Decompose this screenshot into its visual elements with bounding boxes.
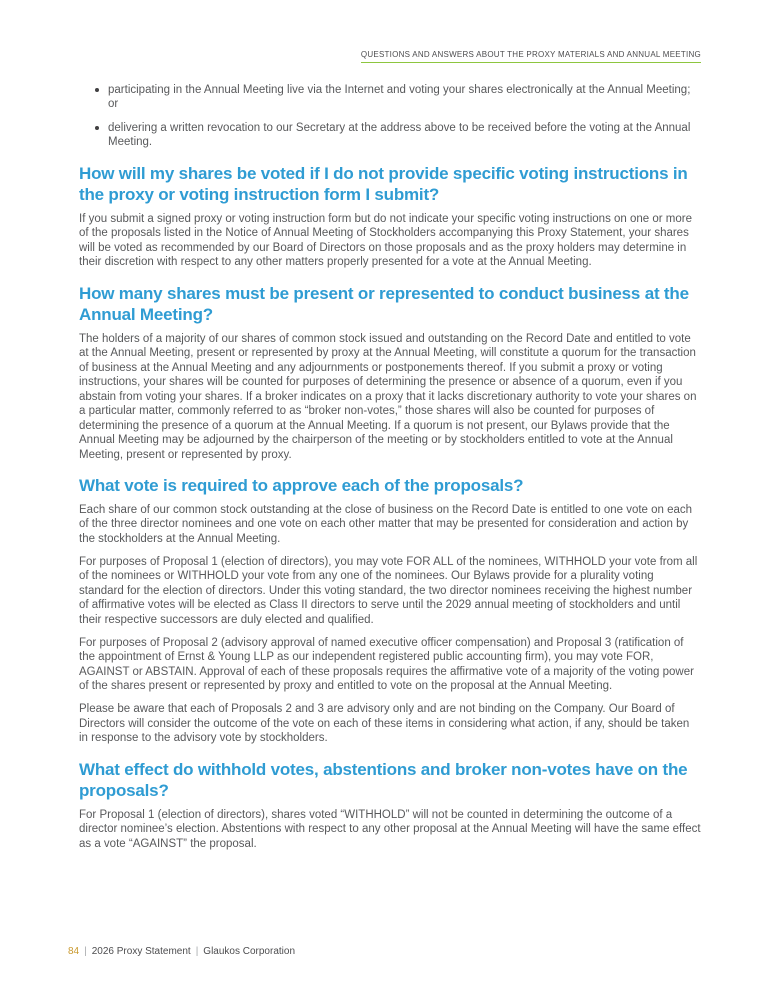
footer-separator: | (84, 946, 87, 957)
bullet-item (79, 83, 701, 112)
running-header-label: QUESTIONS AND ANSWERS ABOUT THE PROXY MATERIALS AND ANNUAL MEETING (361, 50, 701, 63)
page-footer (68, 946, 295, 957)
bullet-dot-icon (95, 126, 99, 130)
question-heading: How will my shares be voted if I do not provide specific voting instructions in the proxy or voting instruction form I submit? (79, 163, 688, 205)
question-heading: How many shares must be present or represented to conduct business at the Annual Meeting? (79, 283, 689, 325)
revocation-bullet-list (79, 83, 701, 150)
running-header (79, 44, 701, 63)
section-withhold-abstentions-broker-non-votes (79, 759, 701, 852)
bullet-dot-icon (95, 88, 99, 92)
footer-document-title: 2026 Proxy Statement (91, 946, 191, 957)
bullet-text: delivering a written revocation to our Secretary at the address above to be received before the voting at the Annual Meeting. (108, 121, 691, 149)
answer-paragraph: For Proposal 1 (election of directors), shares voted “WITHHOLD” will not be counted in determining the outcome of a director nominee’s election. Abstentions with respect to any other proposal at the Annual Meeting will have the same effect as a vote “AGAINST” the proposal. (79, 808, 701, 850)
answer-paragraph: If you submit a signed proxy or voting instruction form but do not indicate your specific voting instructions on one or more of the proposals listed in the Notice of Annual Meeting of Stockholders accompanying this Proxy Statement, your shares will be voted as recommended by our Board of Directors on those proposals and as the proxy holders may determine in their discretion with respect to any other matters properly presented for a vote at the Annual Meeting. (79, 212, 693, 269)
page-number: 84 (68, 946, 80, 957)
footer-separator: | (195, 946, 199, 957)
answer-paragraph: For purposes of Proposal 1 (election of directors), you may vote FOR ALL of the nominees, WITHHOLD your vote from all of the nominees or WITHHOLD your vote from any one of the nominees. Our Bylaws provide for a plurality voting standard for the election of directors. Under this voting standard, the two director nominees receiving the highest number of affirmative votes will be elected as Class II directors to serve until the 2029 annual meeting of stockholders and until their respective successors are duly elected and qualified. (79, 555, 698, 626)
bullet-item (79, 121, 701, 150)
section-shares-voted-without-instructions (79, 163, 701, 270)
answer-paragraph: Please be aware that each of Proposals 2 and 3 are advisory only and are not binding on the Company. Our Board of Directors will consider the outcome of the vote on each of these items in considering what action, if any, should be taken in response to the advisory vote by stockholders. (79, 703, 690, 745)
bullet-text: participating in the Annual Meeting live via the Internet and voting your shares electronically at the Annual Meeting; or (108, 84, 691, 111)
answer-paragraph: For purposes of Proposal 2 (advisory approval of named executive officer compensation) and Proposal 3 (ratification of the appointment of Ernst & Young LLP as our independent registered public accounting firm), you may vote FOR, AGAINST or ABSTAIN. Approval of each of these proposals requires the affirmative vote of a majority of the voting power of the shares present or represented by proxy and entitled to vote on the proposal at the Annual Meeting. (79, 636, 694, 693)
answer-paragraph: Each share of our common stock outstanding at the close of business on the Record Date is entitled to one vote on each of the three director nominees and one vote on each other matter that may be presented for consideration and action by the stockholders at the Annual Meeting. (79, 503, 693, 545)
question-heading: What vote is required to approve each of the proposals? (79, 476, 524, 496)
answer-paragraph: The holders of a majority of our shares of common stock issued and outstanding on the Record Date and entitled to vote at the Annual Meeting, present or represented by proxy at the Annual Meeting, will constitute a quorum for the transaction of business at the Annual Meeting and any adjournments or postponements thereof. If you submit a proxy or voting instructions, your shares will be counted for purposes of determining the presence or absence of a quorum, even if you abstain from voting your shares. If a broker indicates on a proxy that it lacks discretionary authority to vote your shares on a particular matter, commonly referred to as “broker non-votes,” those shares will also be counted for purposes of determining the presence of a quorum at the Annual Meeting. If a quorum is not present, our Bylaws provide that the Annual Meeting may be adjourned by the chairperson of the meeting or by stockholders entitled to vote at the Annual Meeting, present or represented by proxy. (79, 332, 697, 461)
page-content (79, 44, 701, 860)
section-quorum-requirements (79, 283, 701, 463)
footer-company-name: Glaukos Corporation (203, 946, 296, 957)
question-heading: What effect do withhold votes, abstentions and broker non-votes have on the proposals? (79, 759, 688, 801)
section-vote-required (79, 475, 701, 746)
